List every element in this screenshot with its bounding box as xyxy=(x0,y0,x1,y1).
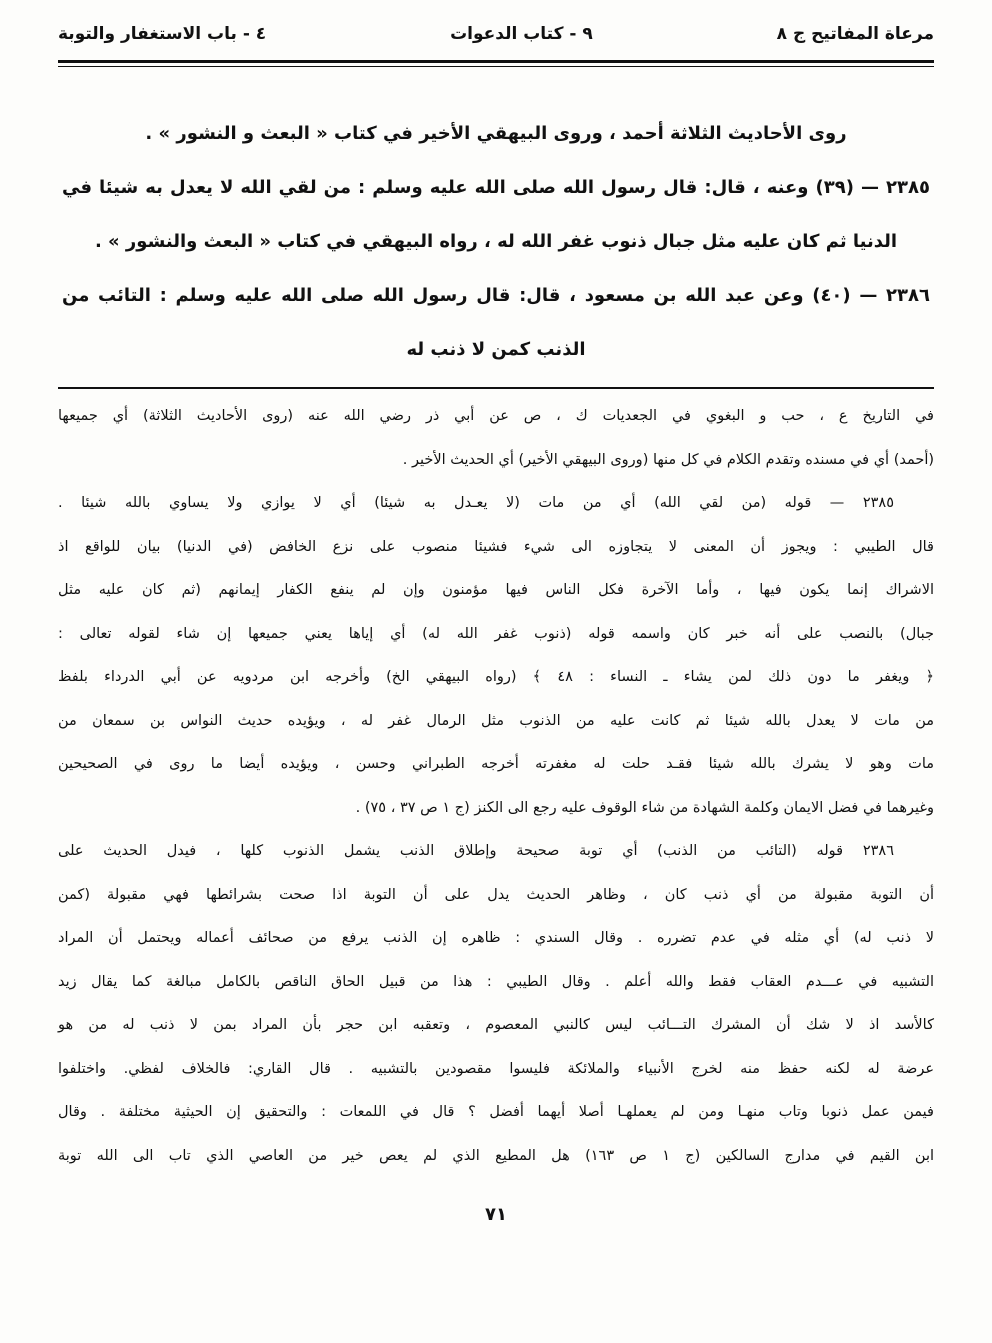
book-page xyxy=(58,0,934,1225)
commentary-line: فيمن عمل ذنوبا وتاب منهـا ومن لم يعملهـا أصلا أيهما أفضل ؟ قال في اللمعات : والتحقيق إن الحيثية مختلفة . وقال xyxy=(58,1104,934,1120)
main-text-line: ٢٣٨٥ — (٣٩) وعنه ، قال: قال رسول الله صلى الله عليه وسلم : من لقي الله لا يعدل به شيئا في xyxy=(62,177,930,198)
commentary xyxy=(58,395,934,1178)
commentary-line: أن التوبة مقبولة من أي ذنب كان ، وظاهر الحديث يدل على أن التوبة اذا صحت بشرائطها فهي مقبولة (كمن xyxy=(58,886,934,903)
commentary-line: وغيرهما في فضل الايمان وكلمة الشهادة من شاء الوقوف عليه رجع الى الكنز (ج ١ ص ٣٧ ، ٧٥) . xyxy=(355,799,934,816)
commentary-line: التشبيه في عـــدم العقاب فقط والله أعلم . وقال الطيبي : هذا من قبيل الحاق الناقص بالكامل مبالغة كما يقال زيد xyxy=(58,973,934,990)
main-text-line: الدنيا ثم كان عليه مثل جبال ذنوب غفر الله له ، رواه البيهقي في كتاب « البعث والنشور » . xyxy=(94,231,898,252)
commentary-line: في التاريخ ع ، حب و البغوي في الجعديات ك ، ص عن أبي ذر رضي الله عنه (روى الأحاديث الثلاثة) أي جميعها xyxy=(58,408,934,424)
commentary-line: (أحمد) أي في مسنده وتقدم الكلام في كل منها (وروى البيهقي الأخير) أي الحديث الأخير . xyxy=(402,451,934,468)
commentary-line: ٢٣٨٦ قوله (التائب من الذنب) أي توبة صحيحة وإطلاق الذنب يشمل الذنوب كلها ، فيدل الحديث على xyxy=(58,843,894,859)
commentary-line: لا ذنب له) أي مثله في عدم تضرره . وقال السندي : ظاهره إن الذنب يرفع من صحائف أعماله ويحتمل أن المراد xyxy=(58,930,934,946)
footnote-separator xyxy=(58,387,934,389)
header-rule xyxy=(58,60,934,63)
page-number: ٧١ xyxy=(485,1204,507,1225)
commentary-line: ﴿ ويغفر ما دون ذلك لمن يشاء ـ النساء : ٤٨ ﴾ (رواه البيهقي الخ) وأخرجه ابن مردويه عن أبي الدرداء بلفظ xyxy=(58,669,934,685)
commentary-line: عرضة له لكنه حفظ منه لخرج الأنبياء والملائكة فليسوا مقصودين بالتشبيه . قال القاري: فالخلاف لفظي. واختلفوا xyxy=(58,1060,934,1077)
hadith-text xyxy=(58,67,934,377)
main-text-line: ٢٣٨٦ — (٤٠) وعن عبد الله بن مسعود ، قال: قال رسول الله صلى الله عليه وسلم : التائب من xyxy=(62,285,930,306)
running-header-book-title: مرعاة المفاتيح ج ٨ xyxy=(776,24,934,44)
running-header xyxy=(58,24,934,58)
commentary-line: جبال) بالنصب على أنه خبر كان واسمه قوله (ذنوب غفر الله له) أي إياها يعني جميعها إن شاء لقوله تعالى : xyxy=(58,625,934,642)
commentary-line: كالأسد اذ لا شك أن المشرك التـــائب ليس كالنبي المعصوم ، وتعقبه ابن حجر بأن المراد بمن لا ذنب له من هو xyxy=(58,1017,934,1033)
commentary-line: الاشراك إنما يكون فيها ، وأما الآخرة فكل الناس فيها مؤمنون وإن لم ينفع الكفار إيمانهم (ثم كان عليه مثل xyxy=(58,582,934,598)
commentary-line: قال الطيبي : ويجوز أن المعنى لا يتجاوزه الى شيء فشيئا منصوب على نزع الخافض (في الدنيا) بيان للواقع اذ xyxy=(58,538,934,555)
running-header-chapter: ٩ - كتاب الدعوات xyxy=(450,24,593,44)
commentary-line: مات وهو لا يشرك بالله شيئا فقـد حلت له مغفرته أخرجه الطبراني وحسن ، ويؤيده أيضا ما روى في الصحيحين xyxy=(58,756,934,772)
running-header-section: ٤ - باب الاستغفار والتوبة xyxy=(58,24,267,44)
commentary-line: ٢٣٨٥ — قوله (من لقي الله) أي من مات (لا يعـدل به شيئا) أي لا يوازي ولا يساوي بالله شيئا . xyxy=(58,495,894,511)
main-text-line: روى الأحاديث الثلاثة أحمد ، وروى البيهقي الأخير في كتاب « البعث و النشور » . xyxy=(145,123,847,144)
commentary-line: ابن القيم في مدارج السالكين (ج ١ ص ١٦٣) هل المطيع الذي لم يعص خير من العاصي الذي تاب الى الله توبة xyxy=(58,1147,935,1164)
main-text-line: الذنب كمن لا ذنب له xyxy=(406,339,586,360)
commentary-line: من مات لا يعدل بالله شيئا ثم كانت عليه من الذنوب مثل الرمال غفر له ، ويؤيده حديث النواس بن سمعان من xyxy=(58,712,934,729)
